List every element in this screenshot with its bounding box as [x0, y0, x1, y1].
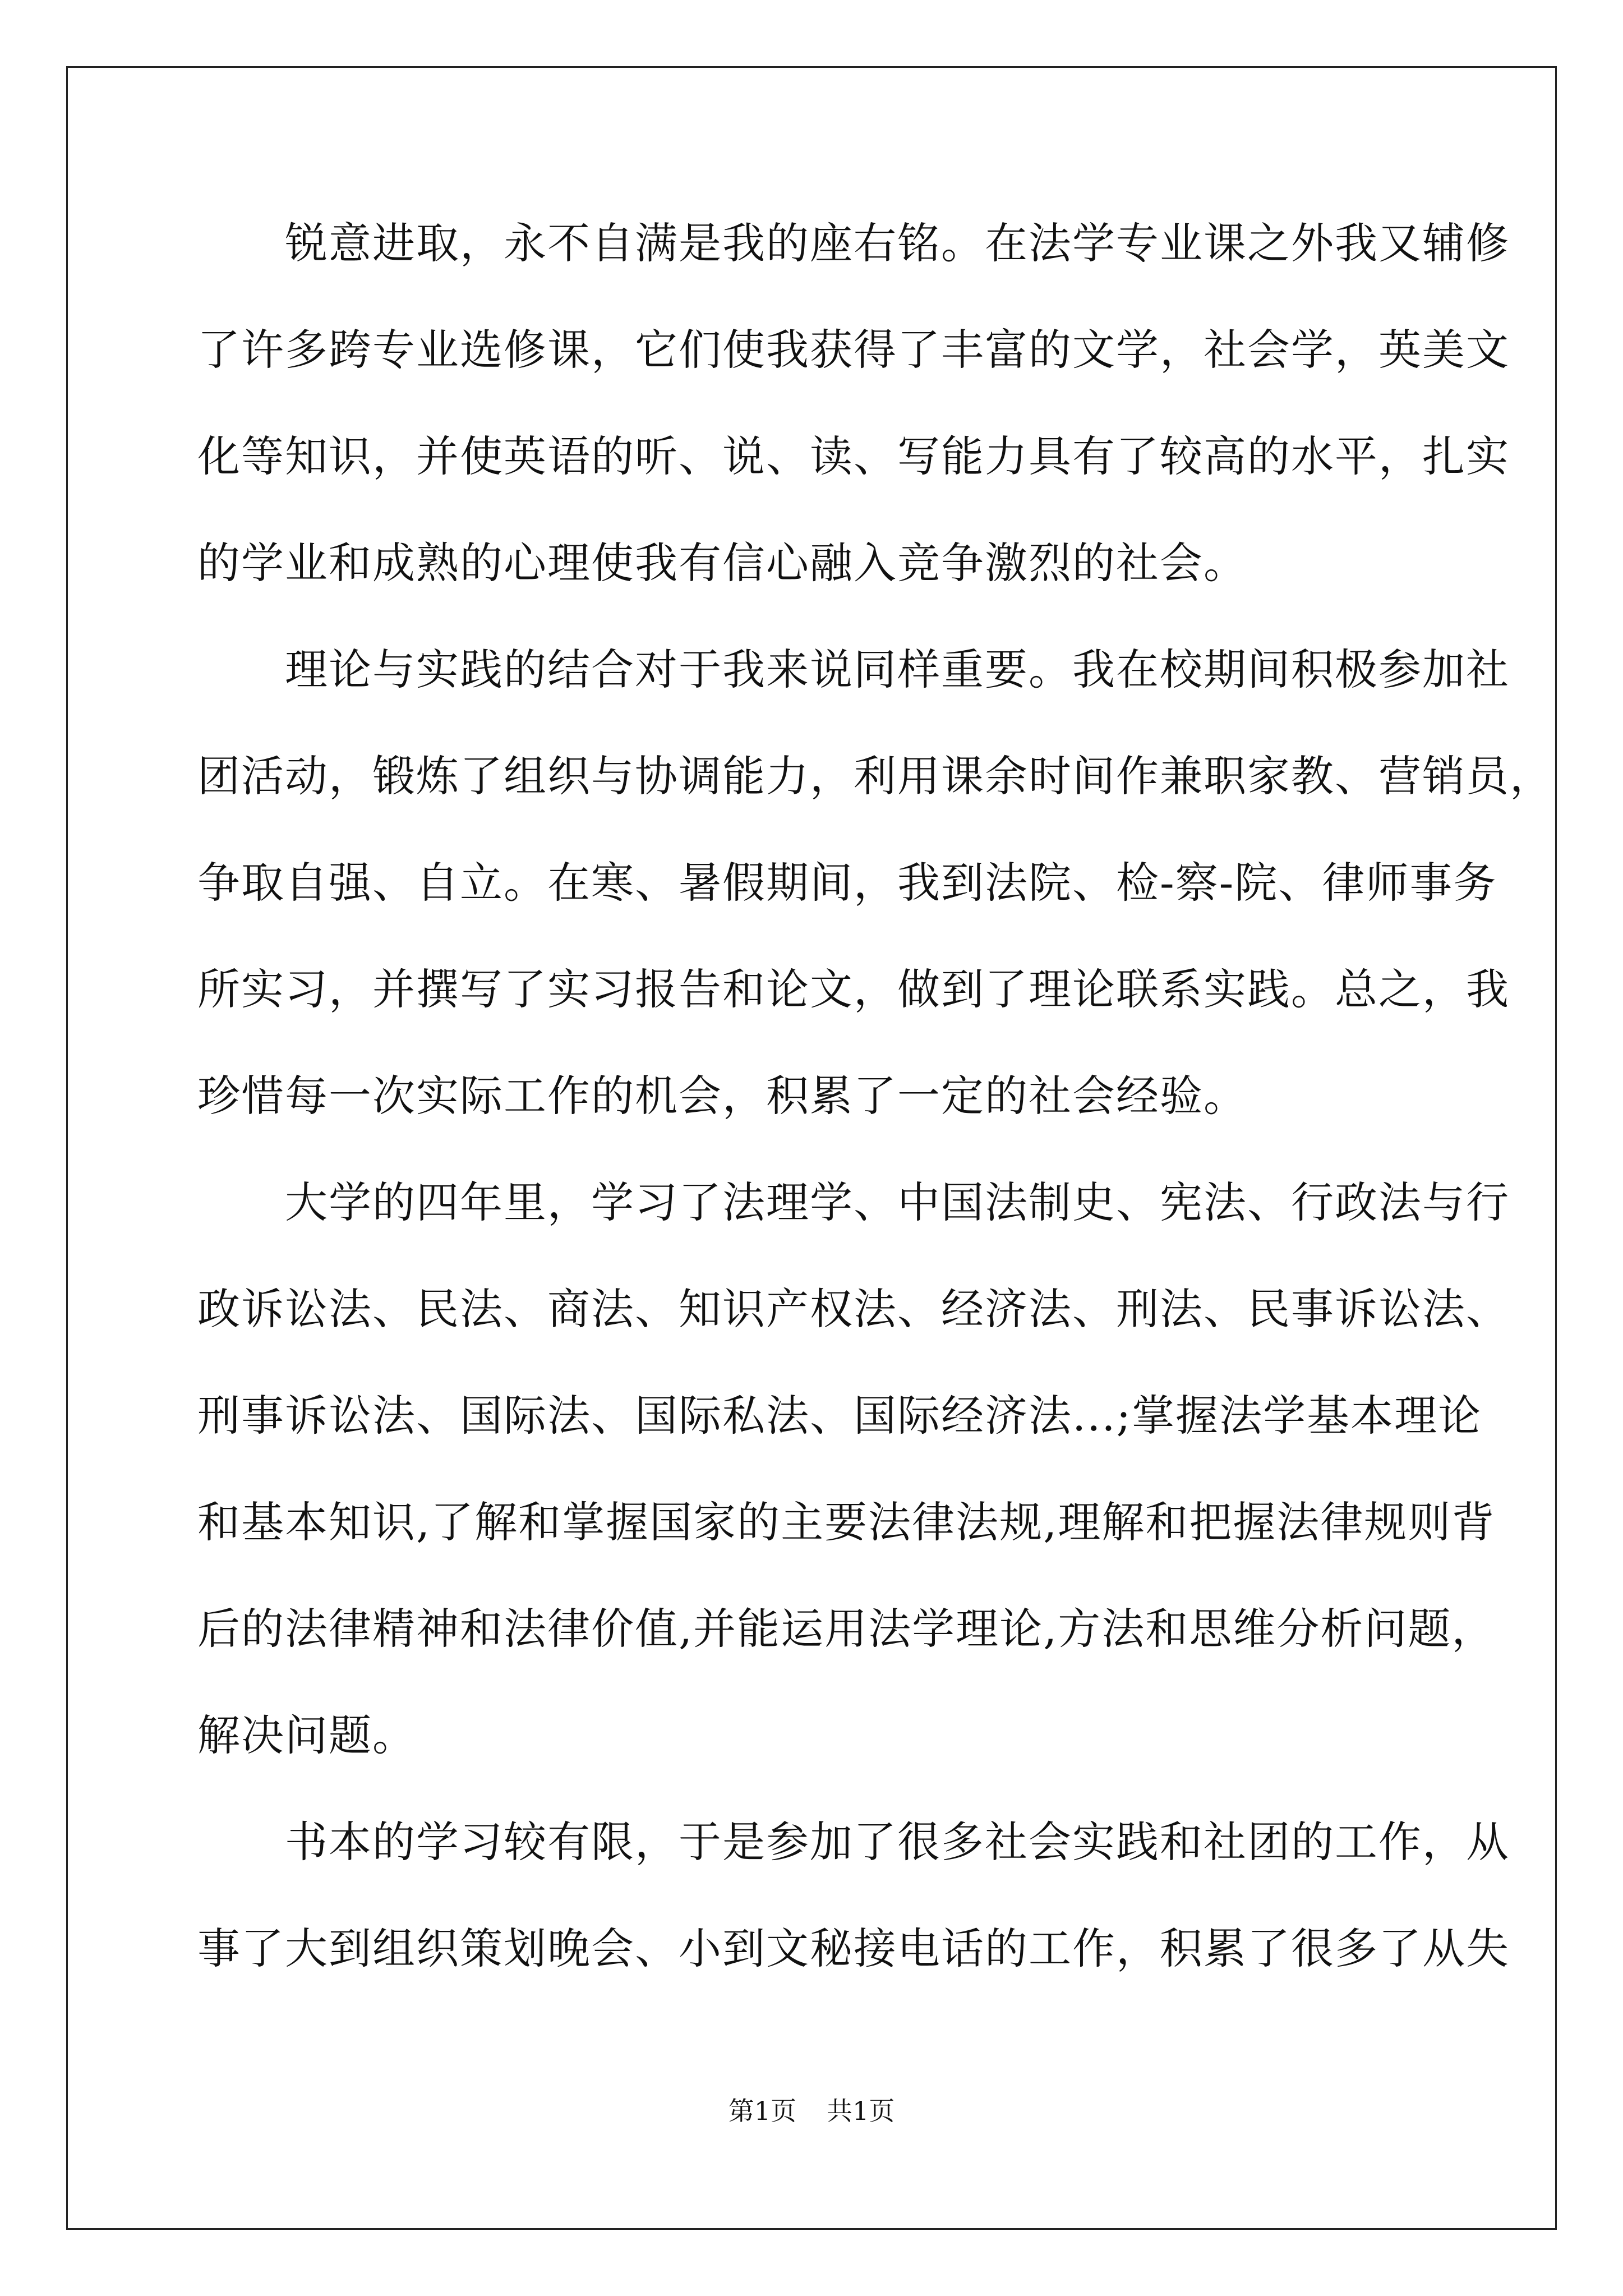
text-line: 团活动，锻炼了组织与协调能力，利用课余时间作兼职家教、营销员，	[197, 751, 1553, 801]
text-line: 锐意进取，永不自满是我的座右铭。在法学专业课之外我又辅修	[197, 218, 1510, 268]
text-line: 大学的四年里，学习了法理学、中国法制史、宪法、行政法与行	[197, 1177, 1510, 1227]
text-line: 珍惜每一次实际工作的机会，积累了一定的社会经验。	[197, 1071, 1247, 1121]
text-line: 和基本知识,了解和掌握国家的主要法律法规,理解和把握法律规则背	[197, 1497, 1496, 1547]
page-number-total: 共1页	[827, 2096, 895, 2126]
text-line: 化等知识，并使英语的听、说、读、写能力具有了较高的水平，扎实	[197, 431, 1510, 481]
page-footer	[0, 2098, 1623, 2124]
text-line: 事了大到组织策划晚会、小到文秘接电话的工作，积累了很多了从失	[197, 1924, 1510, 1973]
text-line: 理论与实践的结合对于我来说同样重要。我在校期间积极参加社	[197, 645, 1510, 694]
text-line: 所实习，并撰写了实习报告和论文，做到了理论联系实践。总之，我	[197, 964, 1510, 1014]
text-line: 解决问题。	[197, 1710, 416, 1760]
text-line: 了许多跨专业选修课，它们使我获得了丰富的文学，社会学，英美文	[197, 325, 1510, 375]
text-line: 政诉讼法、民法、商法、知识产权法、经济法、刑法、民事诉讼法、	[197, 1284, 1510, 1334]
text-line: 后的法律精神和法律价值,并能运用法学理论,方法和思维分析问题，	[197, 1604, 1496, 1654]
text-line: 的学业和成熟的心理使我有信心融入竞争激烈的社会。	[197, 538, 1247, 588]
text-line: 争取自强、自立。在寒、暑假期间，我到法院、检-察-院、律师事务	[197, 858, 1497, 908]
text-line: 书本的学习较有限，于是参加了很多社会实践和社团的工作，从	[197, 1817, 1510, 1867]
text-line: 刑事诉讼法、国际法、国际私法、国际经济法...;掌握法学基本理论	[197, 1391, 1482, 1441]
page-number-current: 第1页	[728, 2096, 796, 2126]
page-border	[66, 66, 1557, 2230]
